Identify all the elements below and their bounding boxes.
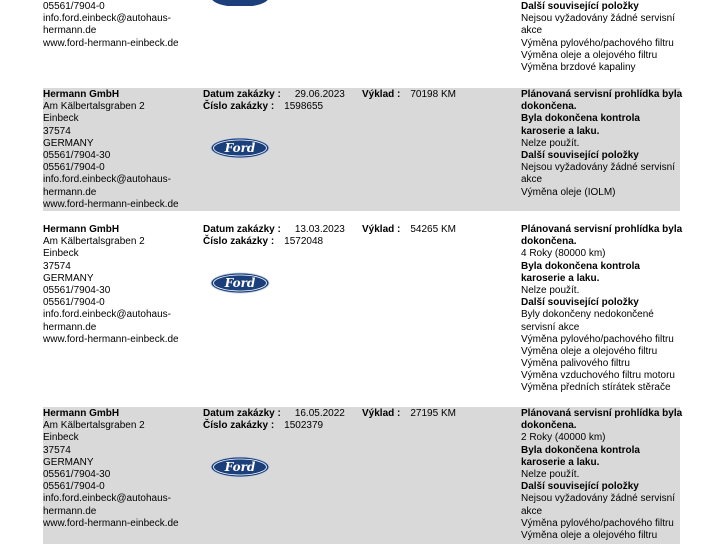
note-line: Výměna oleje a olejového filtru [521, 529, 658, 541]
dealer-website[interactable]: www.ford-hermann-einbeck.de [43, 517, 179, 529]
note-line: dokončena. [521, 101, 577, 113]
record-fragment [43, 1, 680, 77]
note-line: Výměna palivového filtru [521, 358, 630, 370]
note-line: akce [521, 25, 543, 37]
note-line: Byly dokončeny nedokončené [521, 309, 654, 321]
service-notes [521, 408, 681, 542]
ford-logo-text: Ford [224, 141, 256, 155]
note-line: 2 Roky (40000 km) [521, 432, 606, 444]
note-line: Výměna předních stírátek stěrače [521, 382, 671, 394]
order-number: 1572048 [284, 236, 324, 248]
dealer-email-domain[interactable]: hermann.de [43, 321, 97, 333]
service-notes [521, 1, 681, 74]
dealer-email[interactable]: info.ford.einbeck@autohaus- [43, 13, 172, 25]
ford-logo-cut [210, 0, 270, 6]
note-line: Výměna vzduchového filtru motoru [521, 370, 675, 382]
dealer-zip: 37574 [43, 444, 71, 456]
dealer-contact [43, 224, 203, 346]
dealer-phone: 05561/7904-0 [43, 481, 105, 493]
order-date: 13.03.2023 [294, 224, 345, 235]
note-line: Další související položky [521, 481, 639, 493]
order-number-label: Číslo zakázky : [203, 236, 275, 248]
service-record [43, 224, 683, 396]
note-line: Plánovaná servisní prohlídka byla [521, 408, 683, 419]
note-line: Výměna pylového/pachového filtru [521, 517, 674, 529]
note-line: Byla dokončena kontrola [521, 444, 640, 456]
dealer-phone: 05561/7904-0 [43, 297, 105, 309]
order-date: 29.06.2023 [294, 89, 345, 100]
dealer-phone: 05561/7904-0 [43, 162, 105, 174]
order-info [203, 89, 363, 113]
service-record [43, 407, 683, 544]
order-number-label: Číslo zakázky : [203, 420, 275, 432]
note-line: Výměna pylového/pachového filtru [521, 37, 674, 49]
dealer-email-domain[interactable]: hermann.de [43, 25, 97, 37]
note-line: Výměna brzdové kapaliny [521, 61, 636, 73]
service-notes [521, 224, 681, 395]
note-line: Nelze použít. [521, 468, 580, 480]
dealer-contact [43, 1, 203, 50]
mileage-label: Výklad : [362, 224, 401, 235]
dealer-country: GERMANY [43, 137, 94, 149]
mileage-value: 27195 KM [410, 408, 456, 419]
dealer-contact [43, 408, 203, 530]
mileage-info [362, 408, 512, 420]
order-date: 16.05.2022 [294, 408, 345, 419]
mileage-label: Výklad : [362, 89, 401, 100]
dealer-city: Einbeck [43, 113, 79, 125]
note-line: servisní akce [521, 321, 580, 333]
note-line: karoserie a laku. [521, 456, 600, 468]
note-line: akce [521, 174, 543, 186]
note-line: Výměna oleje a olejového filtru [521, 345, 658, 357]
dealer-website[interactable]: www.ford-hermann-einbeck.de [43, 198, 179, 210]
dealer-phone: 05561/7904-0 [43, 1, 105, 12]
note-line: Výměna oleje (IOLM) [521, 186, 616, 198]
note-line: Plánovaná servisní prohlídka byla [521, 89, 683, 100]
dealer-name: Hermann GmbH [43, 89, 120, 100]
dealer-country: GERMANY [43, 456, 94, 468]
dealer-phone: 05561/7904-30 [43, 284, 111, 296]
order-info [203, 408, 363, 432]
dealer-street: Am Kälbertalsgraben 2 [43, 101, 145, 113]
dealer-city: Einbeck [43, 432, 79, 444]
mileage-label: Výklad : [362, 408, 401, 419]
dealer-contact [43, 89, 203, 211]
note-line: Nejsou vyžadovány žádné servisní [521, 162, 675, 174]
dealer-name: Hermann GmbH [43, 224, 120, 235]
dealer-country: GERMANY [43, 272, 94, 284]
mileage-info [362, 89, 512, 101]
dealer-email[interactable]: info.ford.einbeck@autohaus- [43, 493, 172, 505]
order-number: 1598655 [284, 101, 324, 113]
note-line: Další související položky [521, 1, 639, 12]
ford-logo-text: Ford [224, 460, 256, 474]
order-info [203, 224, 363, 248]
ford-logo [210, 272, 270, 294]
note-line: Nelze použít. [521, 284, 580, 296]
dealer-email-domain[interactable]: hermann.de [43, 186, 97, 198]
ford-logo [210, 137, 270, 159]
dealer-website[interactable]: www.ford-hermann-einbeck.de [43, 37, 179, 49]
dealer-website[interactable]: www.ford-hermann-einbeck.de [43, 333, 179, 345]
service-record [43, 88, 683, 211]
order-date-label: Datum zakázky : [203, 408, 281, 419]
mileage-info [362, 224, 512, 236]
note-line: karoserie a laku. [521, 125, 600, 137]
order-number-label: Číslo zakázky : [203, 101, 275, 113]
note-line: dokončena. [521, 236, 577, 248]
dealer-email[interactable]: info.ford.einbeck@autohaus- [43, 174, 172, 186]
dealer-phone: 05561/7904-30 [43, 149, 111, 161]
note-line: Byla dokončena kontrola [521, 113, 640, 125]
note-line: Nelze použít. [521, 137, 580, 149]
dealer-street: Am Kälbertalsgraben 2 [43, 236, 145, 248]
dealer-zip: 37574 [43, 125, 71, 137]
note-line: 4 Roky (80000 km) [521, 248, 606, 260]
ford-logo-text: Ford [224, 276, 256, 290]
note-line: Plánovaná servisní prohlídka byla [521, 224, 683, 235]
dealer-street: Am Kälbertalsgraben 2 [43, 420, 145, 432]
note-line: Výměna oleje a olejového filtru [521, 49, 658, 61]
note-line: Byla dokončena kontrola [521, 260, 640, 272]
order-number: 1502379 [284, 420, 324, 432]
note-line: Nejsou vyžadovány žádné servisní [521, 13, 675, 25]
note-line: Další související položky [521, 297, 639, 309]
note-line: Výměna pylového/pachového filtru [521, 333, 674, 345]
dealer-city: Einbeck [43, 248, 79, 260]
note-line: Další související položky [521, 149, 639, 161]
ford-logo [210, 456, 270, 478]
note-line: Nejsou vyžadovány žádné servisní [521, 493, 675, 505]
dealer-zip: 37574 [43, 260, 71, 272]
mileage-value: 70198 KM [410, 89, 456, 100]
mileage-value: 54265 KM [410, 224, 456, 235]
dealer-email-domain[interactable]: hermann.de [43, 505, 97, 517]
service-notes [521, 89, 681, 199]
dealer-name: Hermann GmbH [43, 408, 120, 419]
dealer-phone: 05561/7904-30 [43, 468, 111, 480]
note-line: dokončena. [521, 420, 577, 432]
note-line: karoserie a laku. [521, 272, 600, 284]
note-line: akce [521, 505, 543, 517]
order-date-label: Datum zakázky : [203, 224, 281, 235]
dealer-email[interactable]: info.ford.einbeck@autohaus- [43, 309, 172, 321]
order-date-label: Datum zakázky : [203, 89, 281, 100]
